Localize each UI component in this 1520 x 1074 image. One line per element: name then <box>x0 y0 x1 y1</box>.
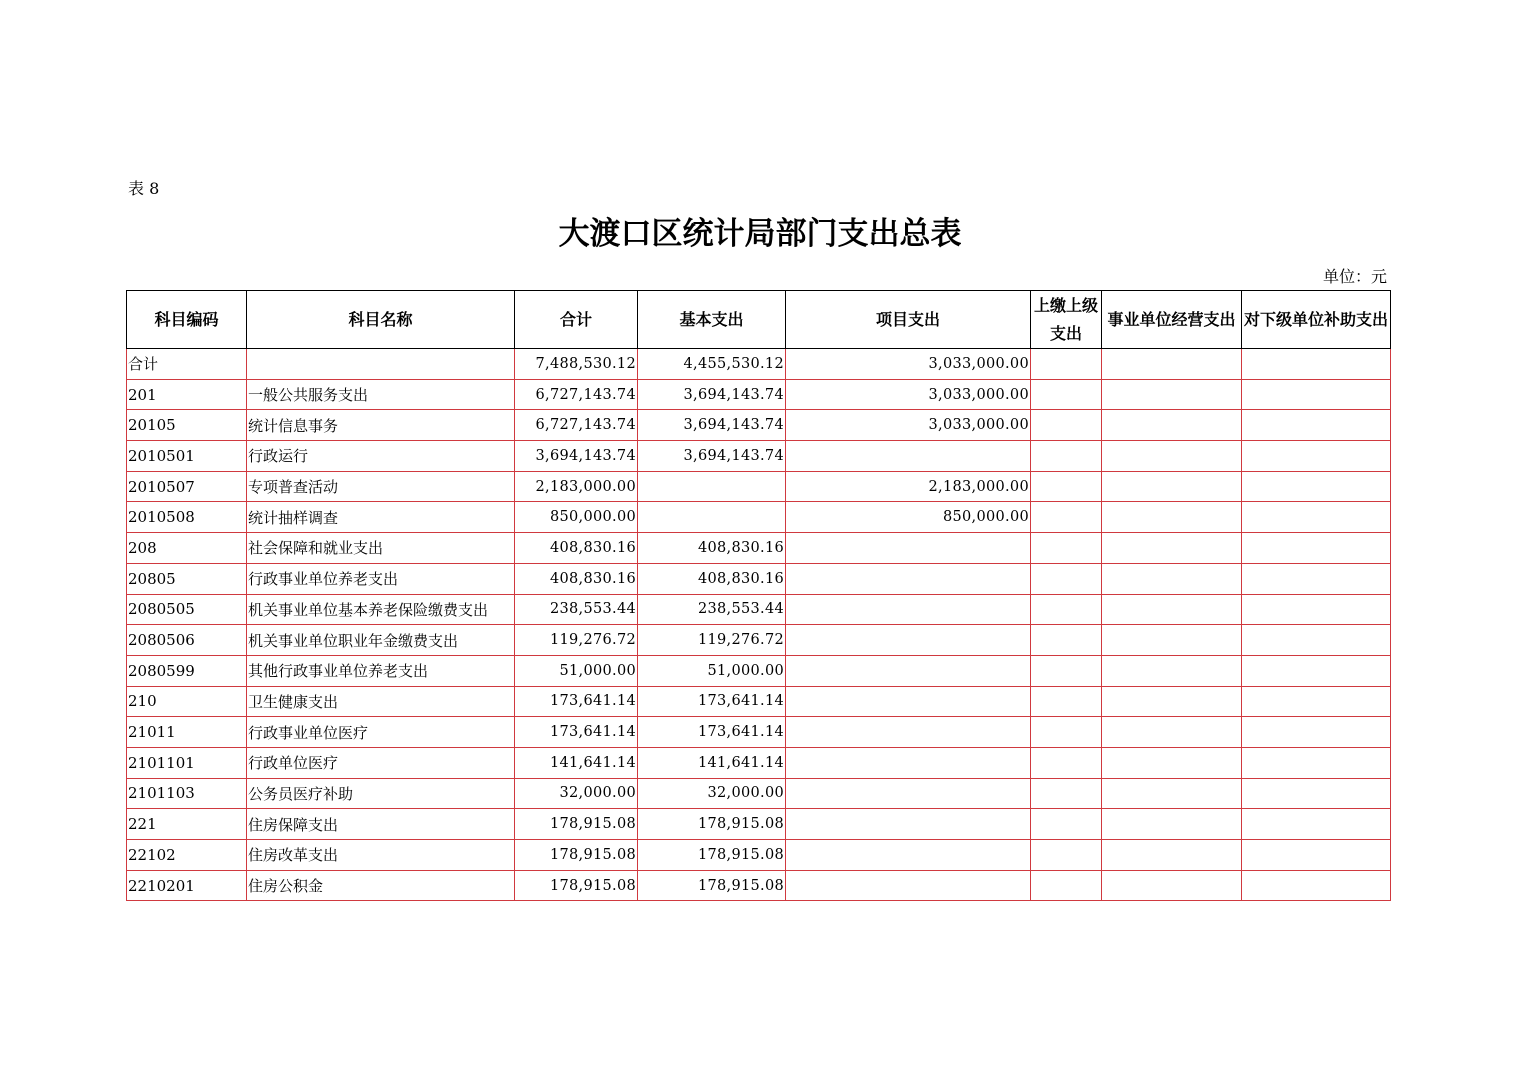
cell-project-expense <box>786 870 1031 901</box>
cell-basic-expense <box>638 471 786 502</box>
cell-subordinate-subsidy <box>1242 410 1391 441</box>
cell-remit-superior <box>1031 594 1102 625</box>
cell-subordinate-subsidy <box>1242 778 1391 809</box>
cell-total: 178,915.08 <box>515 840 638 871</box>
cell-business-operation <box>1102 410 1242 441</box>
table-row <box>127 349 1391 380</box>
cell-subject-code: 合计 <box>127 349 247 380</box>
cell-subordinate-subsidy <box>1242 686 1391 717</box>
cell-subject-code: 208 <box>127 533 247 564</box>
cell-business-operation <box>1102 502 1242 533</box>
cell-subject-name: 机关事业单位职业年金缴费支出 <box>247 625 515 656</box>
cell-basic-expense: 173,641.14 <box>638 717 786 748</box>
cell-remit-superior <box>1031 809 1102 840</box>
cell-business-operation <box>1102 625 1242 656</box>
cell-subject-name: 统计抽样调查 <box>247 502 515 533</box>
cell-subject-code: 2010508 <box>127 502 247 533</box>
cell-remit-superior <box>1031 563 1102 594</box>
cell-subject-name: 住房改革支出 <box>247 840 515 871</box>
cell-business-operation <box>1102 747 1242 778</box>
cell-basic-expense: 408,830.16 <box>638 563 786 594</box>
cell-project-expense <box>786 840 1031 871</box>
cell-subject-name: 住房公积金 <box>247 870 515 901</box>
cell-subject-code: 20105 <box>127 410 247 441</box>
cell-subject-code: 2101101 <box>127 747 247 778</box>
cell-subordinate-subsidy <box>1242 563 1391 594</box>
cell-project-expense <box>786 686 1031 717</box>
cell-total: 51,000.00 <box>515 655 638 686</box>
table-row <box>127 625 1391 656</box>
cell-remit-superior <box>1031 502 1102 533</box>
cell-total: 238,553.44 <box>515 594 638 625</box>
cell-project-expense <box>786 778 1031 809</box>
cell-total: 173,641.14 <box>515 686 638 717</box>
cell-subject-name: 卫生健康支出 <box>247 686 515 717</box>
cell-project-expense <box>786 747 1031 778</box>
cell-total: 178,915.08 <box>515 870 638 901</box>
cell-subject-code: 2080599 <box>127 655 247 686</box>
cell-project-expense: 3,033,000.00 <box>786 349 1031 380</box>
cell-remit-superior <box>1031 686 1102 717</box>
cell-project-expense <box>786 441 1031 472</box>
cell-subject-name: 行政运行 <box>247 441 515 472</box>
cell-business-operation <box>1102 563 1242 594</box>
cell-total: 173,641.14 <box>515 717 638 748</box>
cell-subject-name: 统计信息事务 <box>247 410 515 441</box>
cell-subject-code: 210 <box>127 686 247 717</box>
cell-subordinate-subsidy <box>1242 471 1391 502</box>
cell-subject-name: 行政事业单位养老支出 <box>247 563 515 594</box>
cell-subordinate-subsidy <box>1242 809 1391 840</box>
cell-remit-superior <box>1031 625 1102 656</box>
table-row <box>127 778 1391 809</box>
cell-subject-name: 行政事业单位医疗 <box>247 717 515 748</box>
cell-subject-code: 2010507 <box>127 471 247 502</box>
header-subordinate-subsidy: 对下级单位补助支出 <box>1242 291 1391 349</box>
header-project-expense: 项目支出 <box>786 291 1031 349</box>
cell-business-operation <box>1102 655 1242 686</box>
cell-basic-expense: 51,000.00 <box>638 655 786 686</box>
cell-business-operation <box>1102 594 1242 625</box>
cell-remit-superior <box>1031 379 1102 410</box>
table-row <box>127 379 1391 410</box>
cell-subordinate-subsidy <box>1242 717 1391 748</box>
header-basic-expense: 基本支出 <box>638 291 786 349</box>
cell-subordinate-subsidy <box>1242 533 1391 564</box>
cell-remit-superior <box>1031 349 1102 380</box>
table-row <box>127 870 1391 901</box>
cell-project-expense <box>786 717 1031 748</box>
cell-subordinate-subsidy <box>1242 594 1391 625</box>
cell-total: 408,830.16 <box>515 563 638 594</box>
cell-basic-expense <box>638 502 786 533</box>
cell-subject-name <box>247 349 515 380</box>
cell-remit-superior <box>1031 441 1102 472</box>
header-subject-code: 科目编码 <box>127 291 247 349</box>
cell-business-operation <box>1102 471 1242 502</box>
cell-remit-superior <box>1031 471 1102 502</box>
header-total: 合计 <box>515 291 638 349</box>
cell-total: 408,830.16 <box>515 533 638 564</box>
cell-business-operation <box>1102 840 1242 871</box>
table-number-label: 表 8 <box>128 179 160 198</box>
cell-subject-code: 2010501 <box>127 441 247 472</box>
cell-business-operation <box>1102 778 1242 809</box>
cell-remit-superior <box>1031 410 1102 441</box>
cell-basic-expense: 178,915.08 <box>638 840 786 871</box>
cell-remit-superior <box>1031 533 1102 564</box>
page-title: 大渡口区统计局部门支出总表 <box>558 216 962 252</box>
table-row <box>127 502 1391 533</box>
cell-remit-superior <box>1031 870 1102 901</box>
cell-subject-name: 住房保障支出 <box>247 809 515 840</box>
cell-subordinate-subsidy <box>1242 379 1391 410</box>
header-business-operation: 事业单位经营支出 <box>1102 291 1242 349</box>
cell-subject-code: 201 <box>127 379 247 410</box>
table-row <box>127 747 1391 778</box>
cell-total: 178,915.08 <box>515 809 638 840</box>
table-row <box>127 717 1391 748</box>
cell-project-expense <box>786 625 1031 656</box>
cell-subject-name: 专项普查活动 <box>247 471 515 502</box>
table-row <box>127 471 1391 502</box>
cell-total: 3,694,143.74 <box>515 441 638 472</box>
header-subject-name: 科目名称 <box>247 291 515 349</box>
cell-total: 32,000.00 <box>515 778 638 809</box>
cell-basic-expense: 408,830.16 <box>638 533 786 564</box>
cell-business-operation <box>1102 686 1242 717</box>
cell-subordinate-subsidy <box>1242 441 1391 472</box>
table-row <box>127 840 1391 871</box>
table-row <box>127 594 1391 625</box>
cell-subject-code: 22102 <box>127 840 247 871</box>
cell-remit-superior <box>1031 778 1102 809</box>
cell-remit-superior <box>1031 655 1102 686</box>
unit-label: 单位：元 <box>1322 267 1387 286</box>
cell-subordinate-subsidy <box>1242 502 1391 533</box>
cell-project-expense: 3,033,000.00 <box>786 410 1031 441</box>
table-row <box>127 655 1391 686</box>
cell-subject-name: 一般公共服务支出 <box>247 379 515 410</box>
cell-project-expense: 850,000.00 <box>786 502 1031 533</box>
cell-remit-superior <box>1031 717 1102 748</box>
cell-subordinate-subsidy <box>1242 870 1391 901</box>
cell-project-expense: 2,183,000.00 <box>786 471 1031 502</box>
cell-business-operation <box>1102 870 1242 901</box>
cell-subject-name: 行政单位医疗 <box>247 747 515 778</box>
cell-project-expense <box>786 655 1031 686</box>
cell-project-expense: 3,033,000.00 <box>786 379 1031 410</box>
cell-subject-code: 2080506 <box>127 625 247 656</box>
cell-subject-code: 2210201 <box>127 870 247 901</box>
cell-total: 6,727,143.74 <box>515 410 638 441</box>
cell-subject-name: 社会保障和就业支出 <box>247 533 515 564</box>
table-row <box>127 686 1391 717</box>
table-row <box>127 563 1391 594</box>
cell-basic-expense: 119,276.72 <box>638 625 786 656</box>
table-row <box>127 410 1391 441</box>
cell-project-expense <box>786 533 1031 564</box>
cell-basic-expense: 238,553.44 <box>638 594 786 625</box>
cell-project-expense <box>786 809 1031 840</box>
cell-subordinate-subsidy <box>1242 625 1391 656</box>
cell-basic-expense: 32,000.00 <box>638 778 786 809</box>
cell-subordinate-subsidy <box>1242 747 1391 778</box>
cell-business-operation <box>1102 441 1242 472</box>
cell-subject-code: 2101103 <box>127 778 247 809</box>
cell-subject-code: 221 <box>127 809 247 840</box>
cell-subordinate-subsidy <box>1242 349 1391 380</box>
cell-business-operation <box>1102 809 1242 840</box>
table-body <box>127 349 1391 901</box>
cell-subject-code: 2080505 <box>127 594 247 625</box>
cell-subordinate-subsidy <box>1242 840 1391 871</box>
cell-business-operation <box>1102 349 1242 380</box>
cell-business-operation <box>1102 379 1242 410</box>
cell-basic-expense: 178,915.08 <box>638 870 786 901</box>
cell-business-operation <box>1102 533 1242 564</box>
cell-business-operation <box>1102 717 1242 748</box>
cell-basic-expense: 3,694,143.74 <box>638 441 786 472</box>
cell-subject-code: 21011 <box>127 717 247 748</box>
table-header-row <box>127 291 1391 349</box>
cell-subordinate-subsidy <box>1242 655 1391 686</box>
cell-subject-name: 公务员医疗补助 <box>247 778 515 809</box>
cell-project-expense <box>786 594 1031 625</box>
cell-total: 6,727,143.74 <box>515 379 638 410</box>
cell-basic-expense: 173,641.14 <box>638 686 786 717</box>
cell-remit-superior <box>1031 747 1102 778</box>
expense-summary-table <box>126 290 1391 901</box>
cell-subject-code: 20805 <box>127 563 247 594</box>
cell-subject-name: 机关事业单位基本养老保险缴费支出 <box>247 594 515 625</box>
cell-remit-superior <box>1031 840 1102 871</box>
cell-total: 141,641.14 <box>515 747 638 778</box>
header-remit-superior: 上缴上级支出 <box>1031 291 1102 349</box>
table-row <box>127 533 1391 564</box>
cell-basic-expense: 4,455,530.12 <box>638 349 786 380</box>
cell-basic-expense: 178,915.08 <box>638 809 786 840</box>
cell-basic-expense: 3,694,143.74 <box>638 379 786 410</box>
cell-basic-expense: 3,694,143.74 <box>638 410 786 441</box>
cell-total: 2,183,000.00 <box>515 471 638 502</box>
cell-total: 850,000.00 <box>515 502 638 533</box>
cell-total: 119,276.72 <box>515 625 638 656</box>
cell-project-expense <box>786 563 1031 594</box>
cell-total: 7,488,530.12 <box>515 349 638 380</box>
table-row <box>127 441 1391 472</box>
cell-basic-expense: 141,641.14 <box>638 747 786 778</box>
cell-subject-name: 其他行政事业单位养老支出 <box>247 655 515 686</box>
table-row <box>127 809 1391 840</box>
